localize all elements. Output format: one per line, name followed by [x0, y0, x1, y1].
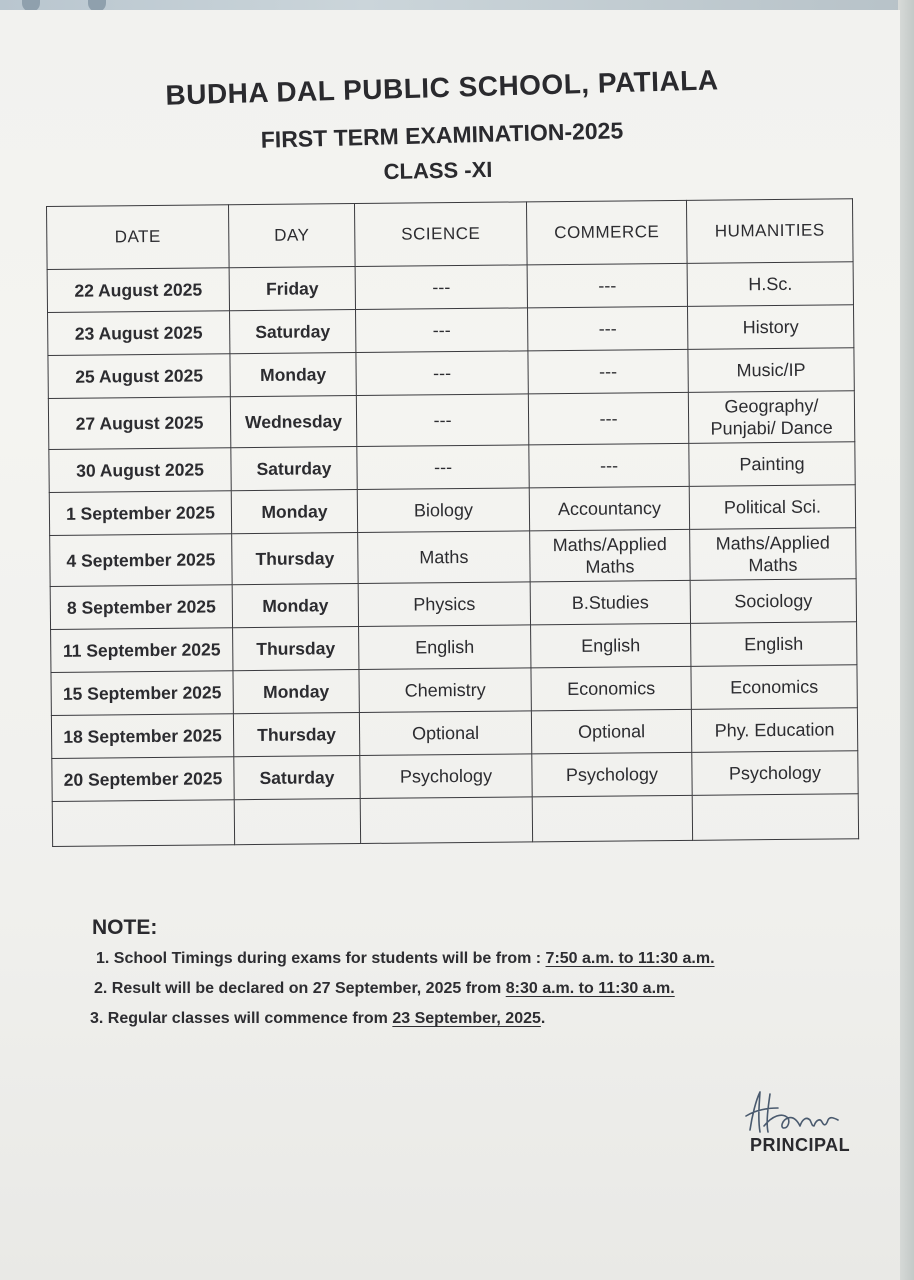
cell-empty — [532, 795, 692, 842]
cell-day: Thursday — [232, 533, 358, 585]
table-row — [48, 391, 854, 450]
cell-science: Chemistry — [359, 668, 531, 713]
cell-science: Optional — [359, 711, 531, 756]
cell-date: 20 September 2025 — [52, 757, 234, 802]
exam-schedule-table-wrapper — [46, 198, 858, 847]
cell-day: Thursday — [233, 713, 359, 757]
cell-day: Saturday — [230, 310, 356, 354]
cell-date: 18 September 2025 — [51, 714, 233, 759]
notes-section — [92, 916, 852, 1040]
cell-commerce: English — [531, 623, 691, 668]
note-emphasis: 7:50 a.m. to 11:30 a.m. — [545, 950, 715, 967]
cell-science: --- — [356, 394, 528, 447]
cell-day: Saturday — [231, 447, 357, 491]
cell-empty — [360, 797, 532, 844]
cell-day: Wednesday — [230, 396, 356, 448]
cell-commerce: --- — [528, 349, 688, 394]
cell-date: 15 September 2025 — [51, 671, 233, 716]
exam-schedule-table — [46, 198, 859, 847]
cell-humanities: Geography/ Punjabi/ Dance — [688, 391, 854, 444]
exam-title: FIRST TERM EXAMINATION-2025 — [260, 117, 624, 153]
cell-humanities: Sociology — [690, 579, 856, 624]
table-row — [51, 665, 857, 716]
cell-commerce: --- — [528, 392, 688, 445]
cell-day: Friday — [229, 267, 355, 311]
table-row — [49, 442, 855, 493]
principal-label: PRINCIPAL — [750, 1135, 851, 1155]
table-row — [50, 528, 856, 587]
cell-day: Monday — [231, 490, 357, 534]
cell-humanities: H.Sc. — [687, 262, 853, 307]
cell-science: --- — [357, 445, 529, 490]
column-header-date: DATE — [47, 205, 230, 270]
background-edge — [898, 0, 914, 1280]
cell-date: 30 August 2025 — [49, 448, 231, 493]
notes-heading: NOTE: — [92, 916, 158, 939]
cell-date: 22 August 2025 — [47, 268, 229, 313]
cell-humanities: Music/IP — [688, 348, 854, 393]
note-item — [94, 980, 852, 998]
column-header-science: SCIENCE — [354, 202, 527, 267]
note-text: 1. School Timings during exams for students will be from : — [96, 950, 546, 967]
cell-commerce: Psychology — [532, 752, 692, 797]
cell-date: 25 August 2025 — [48, 354, 230, 399]
column-header-day: DAY — [228, 204, 355, 268]
cell-humanities: Psychology — [692, 751, 858, 796]
table-row — [51, 708, 857, 759]
cell-humanities: Painting — [689, 442, 855, 487]
table-row — [48, 305, 854, 356]
cell-empty — [234, 799, 360, 845]
cell-humanities: Economics — [691, 665, 857, 710]
cell-date: 11 September 2025 — [51, 628, 233, 673]
table-row — [47, 262, 853, 313]
cell-empty — [692, 794, 858, 841]
cell-day: Saturday — [234, 756, 360, 800]
note-emphasis: 8:30 a.m. to 11:30 a.m. — [505, 980, 675, 997]
principal-signature — [742, 1086, 852, 1136]
cell-commerce: --- — [527, 263, 687, 308]
note-suffix: . — [540, 1010, 546, 1027]
cell-day: Monday — [230, 353, 356, 397]
cell-humanities: Political Sci. — [689, 485, 855, 530]
table-row — [49, 485, 855, 536]
cell-date: 23 August 2025 — [48, 311, 230, 356]
cell-date: 8 September 2025 — [50, 585, 232, 630]
column-header-commerce: COMMERCE — [526, 200, 687, 265]
note-text: 3. Regular classes will commence from — [90, 1010, 393, 1027]
table-row — [48, 348, 854, 399]
cell-day: Monday — [233, 670, 359, 714]
cell-date: 4 September 2025 — [50, 534, 232, 587]
cell-commerce: --- — [529, 443, 689, 488]
cell-commerce: Maths/Applied Maths — [530, 529, 690, 582]
cell-humanities: History — [687, 305, 853, 350]
cell-science: --- — [355, 265, 527, 310]
class-title: CLASS -XI — [383, 156, 493, 185]
cell-day: Monday — [232, 584, 358, 628]
cell-science: Physics — [358, 582, 530, 627]
cell-science: Psychology — [360, 754, 532, 799]
cell-commerce: Accountancy — [529, 486, 689, 531]
table-row — [52, 751, 858, 802]
note-item — [90, 1010, 852, 1028]
cell-commerce: B.Studies — [530, 580, 690, 625]
school-name: BUDHA DAL PUBLIC SCHOOL, PATIALA — [165, 64, 719, 111]
note-text: 2. Result will be declared on 27 September, 2025 from — [94, 980, 506, 997]
cell-science: --- — [356, 308, 528, 353]
table-row — [51, 622, 857, 673]
table-row-empty — [52, 794, 858, 847]
cell-science: Maths — [358, 531, 530, 584]
cell-commerce: --- — [528, 306, 688, 351]
cell-science: English — [359, 625, 531, 670]
note-item — [96, 950, 852, 968]
paper-sheet — [0, 10, 900, 1280]
cell-commerce: Optional — [531, 709, 691, 754]
cell-humanities: Maths/Applied Maths — [690, 528, 856, 581]
table-header-row — [47, 199, 854, 270]
cell-empty — [52, 800, 234, 847]
cell-humanities: Phy. Education — [691, 708, 857, 753]
cell-date: 27 August 2025 — [48, 397, 230, 450]
cell-date: 1 September 2025 — [49, 491, 231, 536]
column-header-humanities: HUMANITIES — [686, 199, 853, 264]
cell-commerce: Economics — [531, 666, 691, 711]
note-emphasis: 23 September, 2025 — [392, 1010, 541, 1027]
cell-science: Biology — [357, 488, 529, 533]
cell-humanities: English — [691, 622, 857, 667]
cell-science: --- — [356, 351, 528, 396]
table-row — [50, 579, 856, 630]
cell-day: Thursday — [233, 627, 359, 671]
